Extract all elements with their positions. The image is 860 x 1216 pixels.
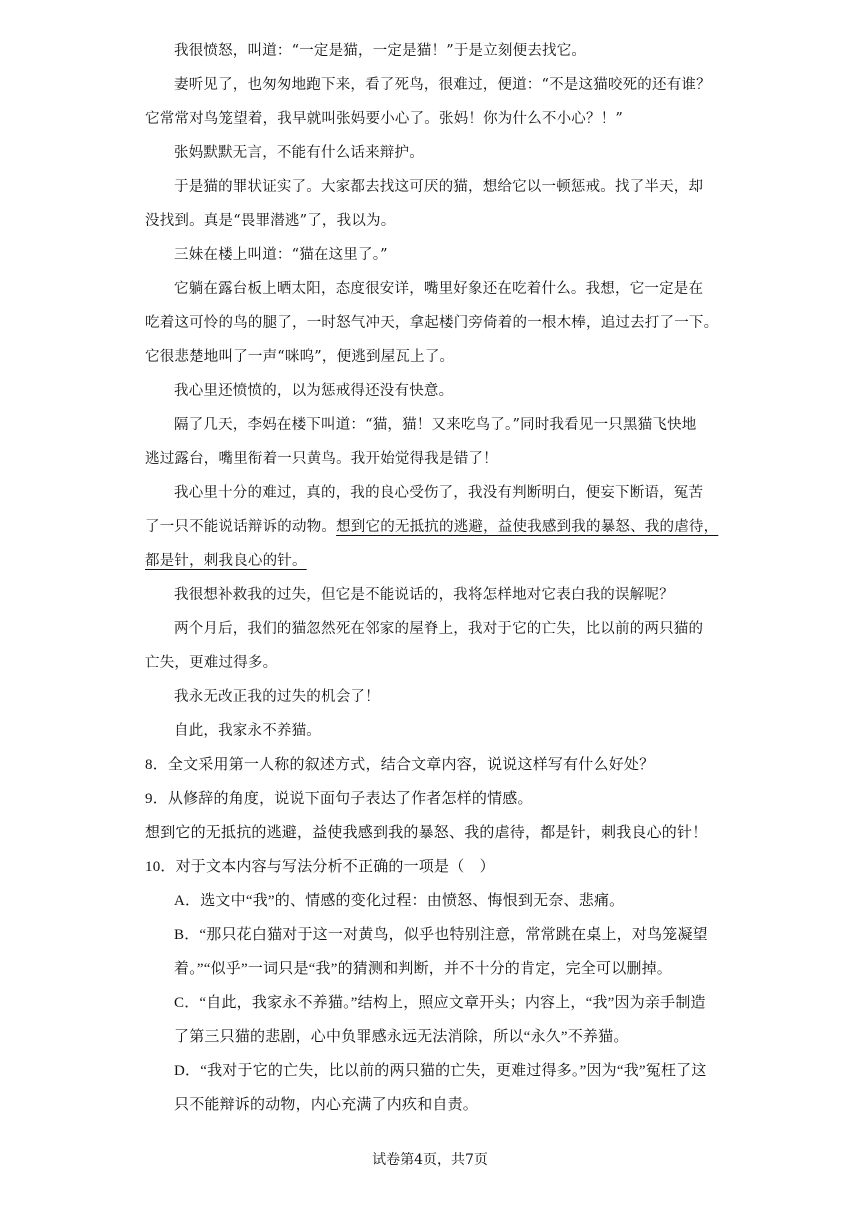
passage-line: 它常常对鸟笼望着，我早就叫张妈要小心了。张妈！你为什么不小心？！”	[145, 111, 624, 127]
passage-line: 于是猫的罪状证实了。大家都去找这可厌的猫，想给它以一顿惩戒。找了半天，却	[174, 179, 704, 195]
question-9: 9．从修辞的角度，说说下面句子表达了作者怎样的情感。	[145, 791, 533, 807]
passage-line: 妻听见了，也匆匆地跑下来，看了死鸟，很难过，便道：“不是这猫咬死的还有谁？	[174, 77, 711, 93]
passage-line: 吃着这可怜的鸟的腿了，一时怒气冲天，拿起楼门旁倚着的一根木棒，追过去打了一下。	[145, 315, 719, 331]
page-footer: 试卷第4页，共7页	[372, 1152, 488, 1168]
passage-line: 自此，我家永不养猫。	[174, 723, 321, 739]
passage-text: 了一只不能说话辩诉的动物。	[145, 519, 337, 535]
passage-line: 两个月后，我们的猫忽然死在邻家的屋脊上，我对于它的亡失，比以前的两只猫的	[174, 621, 704, 637]
option-c: C．“自此，我家永不养猫。”结构上，照应文章开头；内容上，“我”因为亲手制造	[174, 995, 706, 1011]
question-10: 10．对于文本内容与写法分析不正确的一项是（ ）	[145, 859, 495, 875]
option-a: A．选文中“我”的、情感的变化过程：由愤怒、悔恨到无奈、悲痛。	[174, 893, 625, 909]
page-content	[145, 34, 725, 1122]
passage-line: 我很愤怒，叫道：“一定是猫，一定是猫！”于是立刻便去找它。	[174, 43, 587, 59]
passage-line	[145, 544, 725, 578]
option-b: B．“那只花白猫对于这一对黄鸟，似乎也特别注意，常常跳在桌上，对鸟笼凝望	[174, 927, 708, 943]
underlined-sentence: 想到它的无抵抗的逃避，益使我感到我的暴怒、我的虐待，	[336, 519, 719, 535]
question-8: 8．全文采用第一人称的叙述方式，结合文章内容，说说这样写有什么好处？	[145, 757, 655, 773]
option-c-continued: 了第三只猫的悲剧，心中负罪感永远无法消除，所以“永久”不养猫。	[174, 1029, 629, 1045]
passage-line: 它很悲楚地叫了一声“咪呜”，便逃到屋瓦上了。	[145, 349, 455, 365]
passage-line: 亡失，更难过得多。	[145, 655, 278, 671]
option-b-continued: 着。”“似乎”一词只是“我”的猜测和判断，并不十分的肯定，完全可以删掉。	[174, 961, 672, 977]
passage-line: 逃过露台，嘴里衔着一只黄鸟。我开始觉得我是错了！	[145, 451, 498, 467]
passage-line: 张妈默默无言，不能有什么话来辩护。	[174, 145, 424, 161]
option-d-continued: 只不能辩诉的动物，内心充满了内疚和自责。	[174, 1097, 479, 1113]
passage-line: 我很想补救我的过失，但它是不能说话的，我将怎样地对它表白我的误解呢？	[174, 587, 674, 603]
passage-line: 它躺在露台板上晒太阳，态度很安详，嘴里好象还在吃着什么。我想，它一定是在	[174, 281, 704, 297]
passage-line: 没找到。真是“畏罪潜逃”了，我以为。	[145, 213, 396, 229]
underlined-sentence: 都是针，刺我良心的针。	[145, 553, 307, 569]
passage-line: 我心里十分的难过，真的，我的良心受伤了，我没有判断明白，便妄下断语，冤苦	[174, 485, 704, 501]
passage-line	[145, 510, 725, 544]
question-9-sentence: 想到它的无抵抗的逃避，益使我感到我的暴怒、我的虐待，都是针，刺我良心的针！	[145, 825, 708, 841]
passage-line: 我永无改正我的过失的机会了！	[174, 689, 380, 705]
passage-line: 隔了几天，李妈在楼下叫道：“猫，猫！又来吃鸟了。”同时我看见一只黑猫飞快地	[174, 417, 697, 433]
passage-line: 三妹在楼上叫道：“猫在这里了。”	[174, 247, 388, 263]
option-d: D．“我对于它的亡失，比以前的两只猫的亡失，更难过得多。”因为“我”冤枉了这	[174, 1063, 707, 1079]
passage-line: 我心里还愤愤的，以为惩戒得还没有快意。	[174, 383, 454, 399]
